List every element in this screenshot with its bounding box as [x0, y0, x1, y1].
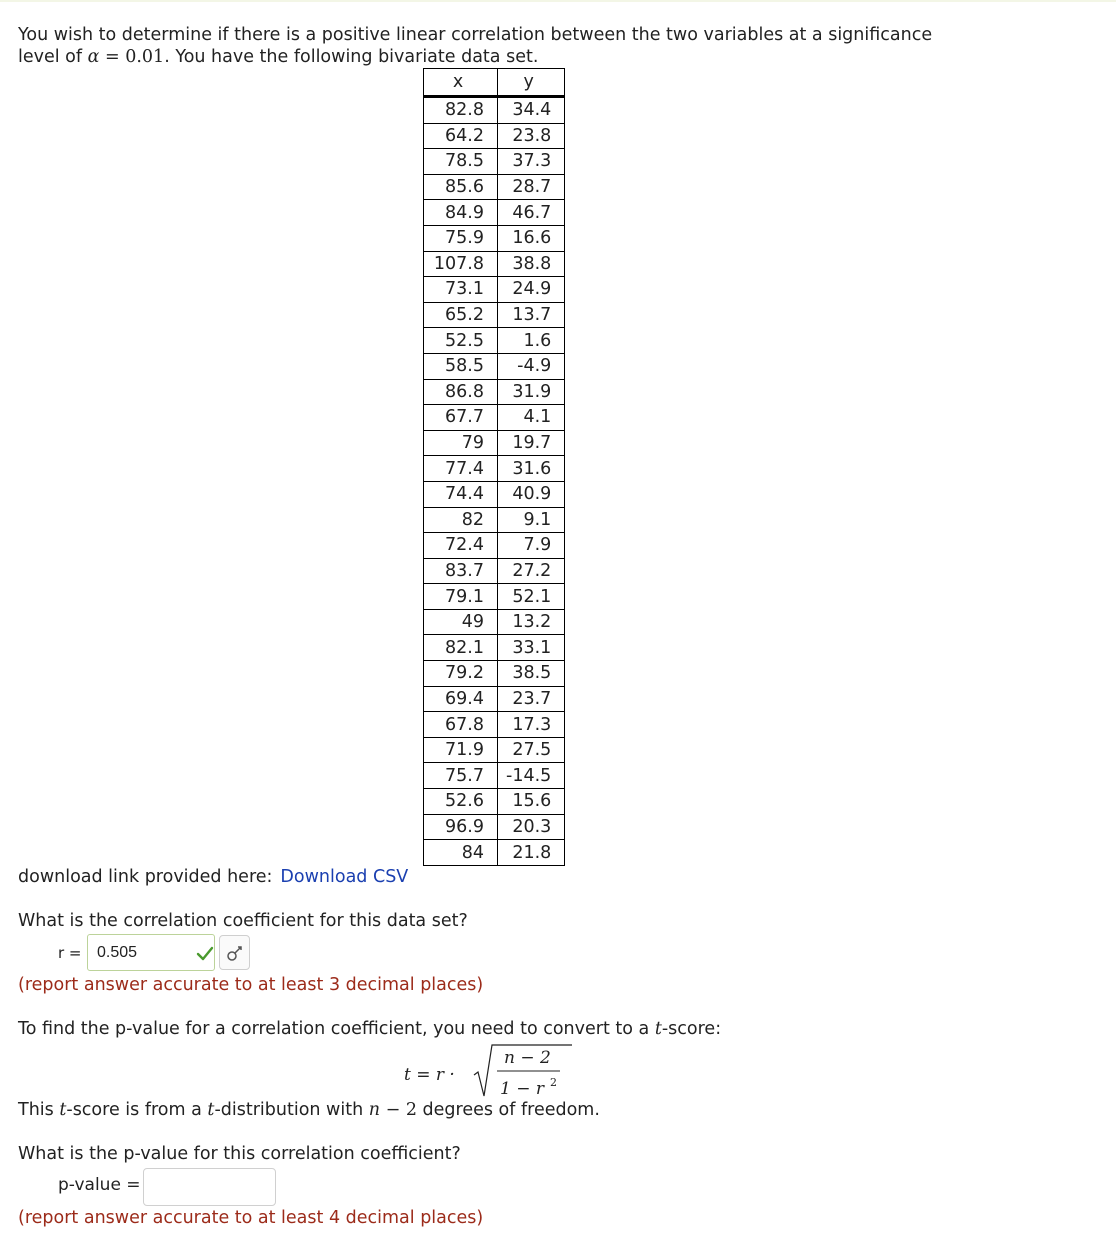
top-rule	[0, 0, 1116, 2]
answer-key-button[interactable]	[219, 935, 250, 970]
y-cell: 24.9	[498, 277, 565, 303]
p-value-input[interactable]	[143, 1168, 276, 1206]
download-line	[18, 867, 408, 887]
y-cell: 31.6	[498, 456, 565, 482]
y-cell: 1.6	[498, 328, 565, 354]
problem-intro	[18, 24, 932, 68]
x-cell: 82.8	[424, 97, 498, 124]
y-cell: 13.2	[498, 609, 565, 635]
x-cell: 64.2	[424, 123, 498, 149]
dof-part-2: -score is from a	[66, 1100, 208, 1120]
question-p-value: What is the p-value for this correlation coefficient?	[18, 1144, 461, 1164]
question-correlation: What is the correlation coefficient for this data set?	[18, 911, 468, 931]
table-row	[424, 123, 565, 149]
x-cell: 82	[424, 507, 498, 533]
r-label: r =	[58, 944, 82, 962]
table-row	[424, 353, 565, 379]
dof-part-1: This	[18, 1100, 60, 1120]
y-cell: 28.7	[498, 174, 565, 200]
table-row	[424, 635, 565, 661]
table-body	[424, 97, 565, 866]
table-row	[424, 686, 565, 712]
y-cell: 37.3	[498, 149, 565, 175]
table-row	[424, 533, 565, 559]
intro-line-2-post: . You have the following bivariate data set.	[164, 47, 539, 67]
x-cell: 67.7	[424, 405, 498, 431]
y-cell: 27.5	[498, 737, 565, 763]
intro-line-2-pre: level of	[18, 47, 88, 67]
x-cell: 73.1	[424, 277, 498, 303]
table-row	[424, 814, 565, 840]
table-row	[424, 661, 565, 687]
y-cell: 38.5	[498, 661, 565, 687]
x-cell: 74.4	[424, 481, 498, 507]
download-csv-link[interactable]: Download CSV	[280, 867, 409, 887]
p-value-label: p-value =	[58, 1175, 141, 1195]
r-answer-field[interactable]: 0.505	[87, 934, 215, 971]
x-cell: 65.2	[424, 302, 498, 328]
y-cell: 19.7	[498, 430, 565, 456]
formula-numerator: n − 2	[504, 1048, 551, 1068]
y-cell: 34.4	[498, 97, 565, 124]
table-row	[424, 379, 565, 405]
x-cell: 58.5	[424, 353, 498, 379]
x-cell: 86.8	[424, 379, 498, 405]
x-cell: 79.1	[424, 584, 498, 610]
y-cell: 20.3	[498, 814, 565, 840]
formula-denominator: 1 − r	[500, 1079, 544, 1098]
y-cell: 17.3	[498, 712, 565, 738]
y-cell: 21.8	[498, 840, 565, 866]
x-cell: 75.7	[424, 763, 498, 789]
alpha-symbol: α	[87, 47, 100, 67]
table-row	[424, 200, 565, 226]
x-cell: 49	[424, 609, 498, 635]
formula-lhs: t = r ·	[404, 1065, 455, 1085]
dof-minus-2: − 2	[380, 1100, 417, 1120]
y-cell: 27.2	[498, 558, 565, 584]
table-row	[424, 507, 565, 533]
y-cell: 38.8	[498, 251, 565, 277]
intro-line-1: You wish to determine if there is a positive linear correlation between the two variables at a significance	[18, 25, 933, 45]
x-cell: 82.1	[424, 635, 498, 661]
conversion-t: t	[654, 1019, 662, 1039]
y-cell: 15.6	[498, 789, 565, 815]
y-cell: 33.1	[498, 635, 565, 661]
table-header-row	[424, 69, 565, 97]
x-cell: 107.8	[424, 251, 498, 277]
y-cell: 23.8	[498, 123, 565, 149]
y-cell: 7.9	[498, 533, 565, 559]
dof-t-1: t	[59, 1100, 67, 1120]
conversion-post: -score:	[661, 1019, 722, 1039]
y-cell: 13.7	[498, 302, 565, 328]
x-cell: 83.7	[424, 558, 498, 584]
table-row	[424, 584, 565, 610]
table-row	[424, 763, 565, 789]
bivariate-data-table	[423, 68, 565, 866]
dof-part-4: degrees of freedom.	[416, 1100, 600, 1120]
y-cell: -14.5	[498, 763, 565, 789]
x-cell: 84.9	[424, 200, 498, 226]
formula-exponent: 2	[550, 1076, 557, 1089]
alpha-value: = 0.01	[99, 47, 165, 67]
table-row	[424, 558, 565, 584]
x-cell: 77.4	[424, 456, 498, 482]
y-cell: 46.7	[498, 200, 565, 226]
conversion-text	[18, 1019, 721, 1039]
conversion-pre: To find the p-value for a correlation coefficient, you need to convert to a	[18, 1019, 655, 1039]
table-row	[424, 430, 565, 456]
x-cell: 71.9	[424, 737, 498, 763]
y-cell: 4.1	[498, 405, 565, 431]
table-row	[424, 97, 565, 124]
y-cell: -4.9	[498, 353, 565, 379]
table-row	[424, 609, 565, 635]
correct-check-icon	[195, 944, 215, 964]
x-cell: 85.6	[424, 174, 498, 200]
r-precision-note: (report answer accurate to at least 3 decimal places)	[18, 975, 484, 995]
dof-t-2: t	[207, 1100, 215, 1120]
y-cell: 9.1	[498, 507, 565, 533]
t-score-formula	[404, 1042, 574, 1098]
dof-part-3: -distribution with	[214, 1100, 369, 1120]
x-cell: 96.9	[424, 814, 498, 840]
table-row	[424, 225, 565, 251]
table-row	[424, 251, 565, 277]
y-cell: 52.1	[498, 584, 565, 610]
p-value-precision-note: (report answer accurate to at least 4 decimal places)	[18, 1208, 484, 1228]
download-text: download link provided here:	[18, 867, 273, 887]
table-row	[424, 302, 565, 328]
y-cell: 31.9	[498, 379, 565, 405]
intro-line-2	[18, 46, 932, 68]
x-cell: 67.8	[424, 712, 498, 738]
degrees-of-freedom-text	[18, 1100, 600, 1120]
table-row	[424, 789, 565, 815]
table-row	[424, 277, 565, 303]
table-row	[424, 149, 565, 175]
table-row	[424, 737, 565, 763]
x-cell: 69.4	[424, 686, 498, 712]
header-x: x	[424, 69, 498, 97]
table-row	[424, 840, 565, 866]
table-row	[424, 405, 565, 431]
x-cell: 79.2	[424, 661, 498, 687]
x-cell: 75.9	[424, 225, 498, 251]
y-cell: 23.7	[498, 686, 565, 712]
header-y: y	[498, 69, 565, 97]
key-icon	[226, 944, 244, 962]
x-cell: 52.5	[424, 328, 498, 354]
dof-n: n	[368, 1100, 381, 1120]
table-row	[424, 712, 565, 738]
y-cell: 16.6	[498, 225, 565, 251]
table-row	[424, 174, 565, 200]
x-cell: 79	[424, 430, 498, 456]
y-cell: 40.9	[498, 481, 565, 507]
table-row	[424, 481, 565, 507]
x-cell: 52.6	[424, 789, 498, 815]
x-cell: 72.4	[424, 533, 498, 559]
x-cell: 84	[424, 840, 498, 866]
table-row	[424, 328, 565, 354]
x-cell: 78.5	[424, 149, 498, 175]
table-row	[424, 456, 565, 482]
